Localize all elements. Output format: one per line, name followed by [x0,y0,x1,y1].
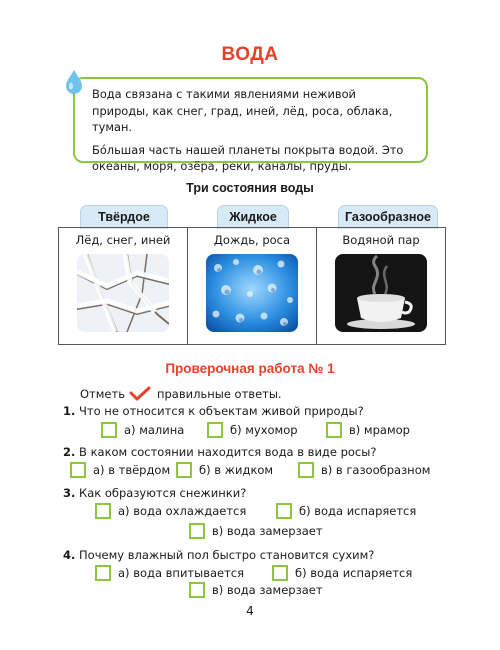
state-examples: Водяной пар [342,233,420,247]
states-table [58,227,446,345]
answer-checkbox[interactable] [95,565,111,581]
question-text: В каком состоянии находится вода в виде росы? [79,445,377,459]
snow-branches-photo [77,254,169,332]
state-examples: Лёд, снег, иней [75,233,171,247]
question-text: Почему влажный пол быстро становится сухим? [79,548,375,562]
state-tab-gas: Газообразное [338,205,438,229]
answer-checkbox[interactable] [95,503,111,519]
answer-option[interactable]: в) в газообразном [298,462,430,478]
state-cell-solid [59,228,188,344]
instruction-prefix: Отметь [80,387,125,401]
intro-paragraph-1: Вода связана с такими явлениями неживой природы, как снег, град, иней, лёд, роса, облака, туман. [92,87,393,134]
checkmark-icon [129,386,151,402]
answer-checkbox[interactable] [276,503,292,519]
states-title: Три состояния воды [186,181,314,195]
question-number: 1. [63,404,76,418]
answer-checkbox[interactable] [298,462,314,478]
answer-option[interactable]: а) малина [101,422,184,438]
answer-option[interactable]: б) мухомор [207,422,298,438]
state-tab-solid: Твёрдое [80,205,168,229]
question-2 [63,445,376,459]
question-text: Что не относится к объектам живой природы? [79,404,364,418]
answer-option[interactable]: б) в жидком [176,462,273,478]
answer-option[interactable]: а) в твёрдом [70,462,170,478]
intro-box [73,77,428,173]
answer-checkbox[interactable] [189,582,205,598]
question-number: 4. [63,548,76,562]
answer-checkbox[interactable] [189,523,205,539]
question-number: 3. [63,486,76,500]
answer-option[interactable]: а) вода охлаждается [95,503,246,519]
answer-option[interactable]: а) вода впитывается [95,565,244,581]
answer-checkbox[interactable] [272,565,288,581]
answer-checkbox[interactable] [207,422,223,438]
answer-checkbox[interactable] [70,462,86,478]
answer-option[interactable]: б) вода испаряется [272,565,412,581]
page-number: 4 [246,604,254,618]
steaming-cup-photo [335,254,427,332]
state-examples: Дождь, роса [213,233,291,247]
answer-checkbox[interactable] [101,422,117,438]
answer-option[interactable]: в) вода замерзает [189,523,323,539]
answer-checkbox[interactable] [326,422,342,438]
quiz-instruction [80,386,282,402]
answer-option[interactable]: б) вода испаряется [276,503,416,519]
quiz-title: Проверочная работа № 1 [165,361,335,376]
question-text: Как образуются снежинки? [79,486,247,500]
question-3 [63,486,246,500]
instruction-suffix: правильные ответы. [156,387,282,401]
page-title: ВОДА [221,44,279,65]
state-tab-liquid: Жидкое [217,205,289,229]
question-1 [63,404,364,418]
state-cell-liquid [188,228,317,344]
water-drop-icon [64,69,84,95]
answer-option[interactable]: в) мрамор [326,422,410,438]
water-drops-photo [206,254,298,332]
answer-checkbox[interactable] [176,462,192,478]
intro-paragraph-2: Бóльшая часть нашей планеты покрыта водой. Это океаны, моря, озёра, реки, каналы, пруды. [92,142,404,173]
state-cell-gas [317,228,445,344]
question-4 [63,548,374,562]
question-number: 2. [63,445,76,459]
answer-option[interactable]: в) вода замерзает [189,582,323,598]
